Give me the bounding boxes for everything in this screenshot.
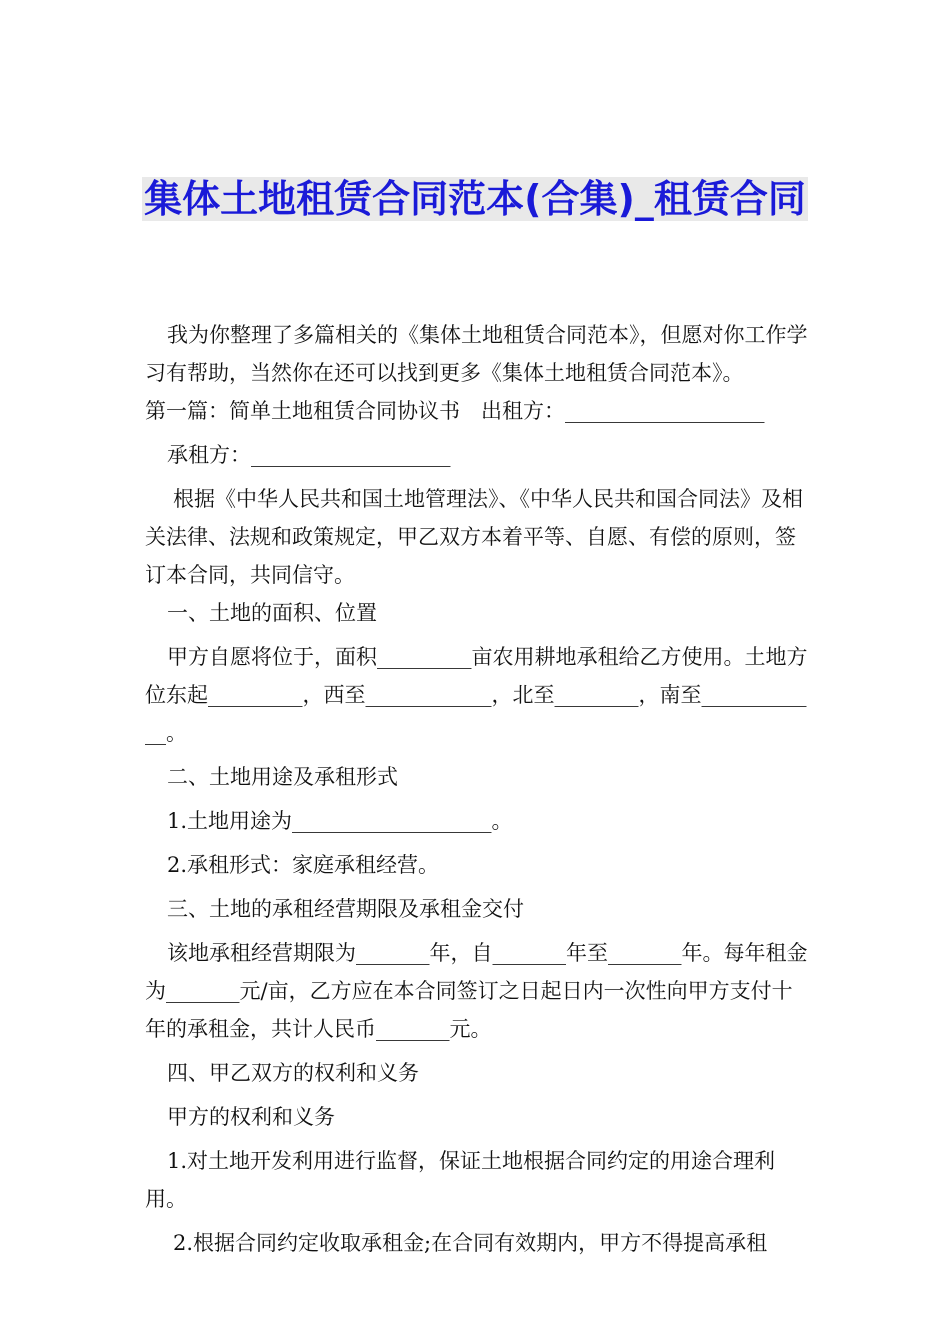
- document-body: [145, 316, 809, 1262]
- clause-3-paragraph: 该地承租经营期限为_______年，自_______年至_______年。每年租金为_______元/亩，乙方应在本合同签订之日起日内一次性向甲方支付十年的承租金，共计人民币_______元。: [145, 941, 808, 1041]
- lessee-line: 承租方：___________________: [167, 443, 451, 467]
- intro-paragraph: 我为你整理了多篇相关的《集体土地租赁合同范本》，但愿对你工作学习有帮助，当然你在还可以找到更多《集体土地租赁合同范本》。: [145, 323, 808, 385]
- clause-heading-1: 一、土地的面积、位置: [167, 601, 377, 625]
- document-title-text: 集体土地租赁合同范本(合集)_租赁合同: [144, 177, 806, 221]
- clause-1-paragraph: 甲方自愿将位于，面积_________亩农用耕地承租给乙方使用。土地方位东起_________，西至____________，北至________，南至____________。: [145, 645, 808, 745]
- clause-2-item-2: 2.承租形式：家庭承租经营。: [167, 853, 440, 877]
- party-a-heading: 甲方的权利和义务: [167, 1105, 335, 1129]
- clause-heading-2: 二、土地用途及承租形式: [167, 765, 398, 789]
- preamble-paragraph: 根据《中华人民共和国土地管理法》、《中华人民共和国合同法》及相关法律、法规和政策规定，甲乙双方本着平等、自愿、有偿的原则，签订本合同，共同信守。: [145, 487, 803, 587]
- party-a-item-1: 1.对土地开发利用进行监督，保证土地根据合同约定的用途合理利用。: [145, 1149, 776, 1211]
- clause-heading-3: 三、土地的承租经营期限及承租金交付: [167, 897, 524, 921]
- section-heading-first: 第一篇：简单土地租赁合同协议书 出租方：___________________: [145, 399, 765, 423]
- document-title: [100, 172, 850, 226]
- clause-heading-4: 四、甲乙双方的权利和义务: [167, 1061, 419, 1085]
- clause-2-item-1: 1.土地用途为___________________。: [167, 809, 513, 833]
- party-a-item-2: 2.根据合同约定收取承租金;在合同有效期内，甲方不得提高承租: [173, 1231, 768, 1255]
